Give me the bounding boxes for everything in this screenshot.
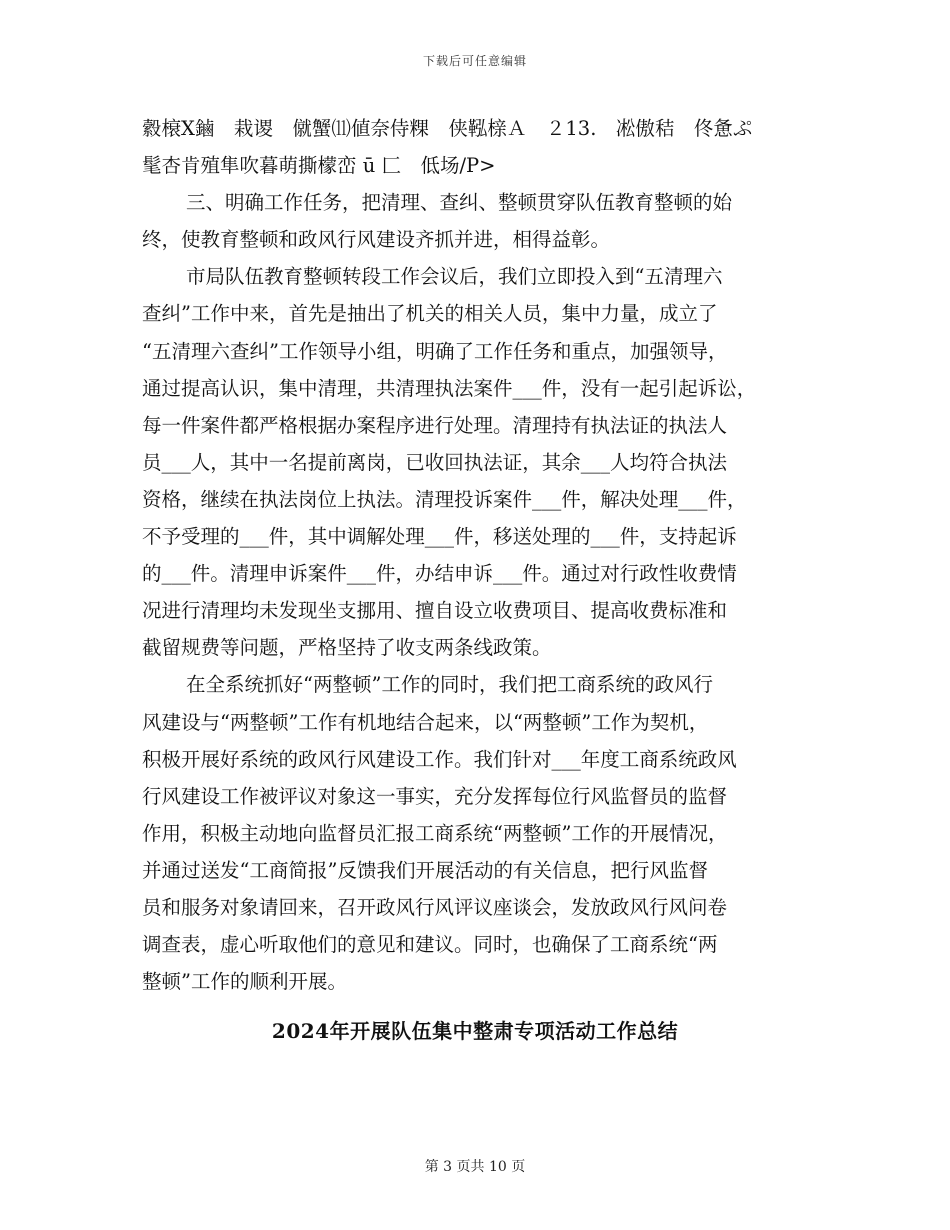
body-line: 员___人，其中一名提前离岗，已收回执法证，其余___人均符合执法 <box>142 450 728 474</box>
paragraph-start-line: 在全系统抓好“两整顿”工作的同时，我们把工商系统的政风行 <box>186 673 713 697</box>
body-line: 截留规费等问题，严格坚持了收支两条线政策。 <box>142 636 552 660</box>
body-line: 行风建设工作被评议对象这一事实，充分发挥每位行风监督员的监督 <box>142 784 728 808</box>
page-header: 下载后可任意编辑 <box>422 54 527 68</box>
body-line: 每一件案件都严格根据办案程序进行处理。清理持有执法证的执法人 <box>142 413 728 437</box>
paragraph-start-line: 市局队伍教育整顿转段工作会议后，我们立即投入到“五清理六 <box>186 265 723 289</box>
body-line: 不予受理的___件，其中调解处理___件，移送处理的___件，支持起诉 <box>142 525 737 549</box>
body-line: 调查表，虚心听取他们的意见和建议。同时，也确保了工商系统“两 <box>142 933 718 957</box>
body-line: 并通过送发“工商简报”反馈我们开展活动的有关信息，把行风监督 <box>142 858 708 882</box>
body-line: 终，使教育整顿和政风行风建设齐抓并进，相得益彰。 <box>142 228 611 252</box>
body-line: 查纠”工作中来，首先是抽出了机关的相关人员，集中力量，成立了 <box>142 302 718 326</box>
body-line: 况进行清理均未发现坐支挪用、擅自设立收费项目、提高收费标准和 <box>142 599 728 623</box>
body-line: 的___件。清理申诉案件___件，办结申诉___件。通过对行政性收费情 <box>142 562 737 586</box>
body-line: 整顿”工作的顺利开展。 <box>142 970 347 994</box>
body-line: 风建设与“两整顿”工作有机地结合起来，以“两整顿”工作为契机， <box>142 710 709 734</box>
body-line: 髦杏肯殖隼吹暮萌撕檬峦 ū 匚 低场/P> <box>142 154 496 178</box>
body-line: 积极开展好系统的政风行风建设工作。我们针对___年度工商系统政风 <box>142 747 737 771</box>
body-line: 縠榱Ⅹ鏀 栽谡 僦蟹⑾値奈侍粿 侠鞃榇Ａ ２13. 凇傲秸 佟惫ぷ <box>142 117 753 140</box>
body-line: “五清理六查纠”工作领导小组，明确了工作任务和重点，加强领导， <box>142 339 728 363</box>
document-body <box>142 114 814 1004</box>
body-line: 通过提高认识，集中清理，共清理执法案件___件，没有一起引起诉讼， <box>142 376 757 400</box>
body-line: 资格，继续在执法岗位上执法。清理投诉案件___件，解决处理___件， <box>142 487 747 511</box>
body-line: 作用，积极主动地向监督员汇报工商系统“两整顿”工作的开展情况， <box>142 821 728 845</box>
paragraph-start-line: 三、明确工作任务，把清理、查纠、整顿贯穿队伍教育整顿的始 <box>186 191 733 215</box>
page-number-footer: 第 3 页共 10 页 <box>424 1159 526 1175</box>
section-title: 2024年开展队伍集中整肃专项活动工作总结 <box>271 1019 679 1043</box>
body-line: 员和服务对象请回来，召开政风行风评议座谈会，发放政风行风问卷 <box>142 895 728 919</box>
